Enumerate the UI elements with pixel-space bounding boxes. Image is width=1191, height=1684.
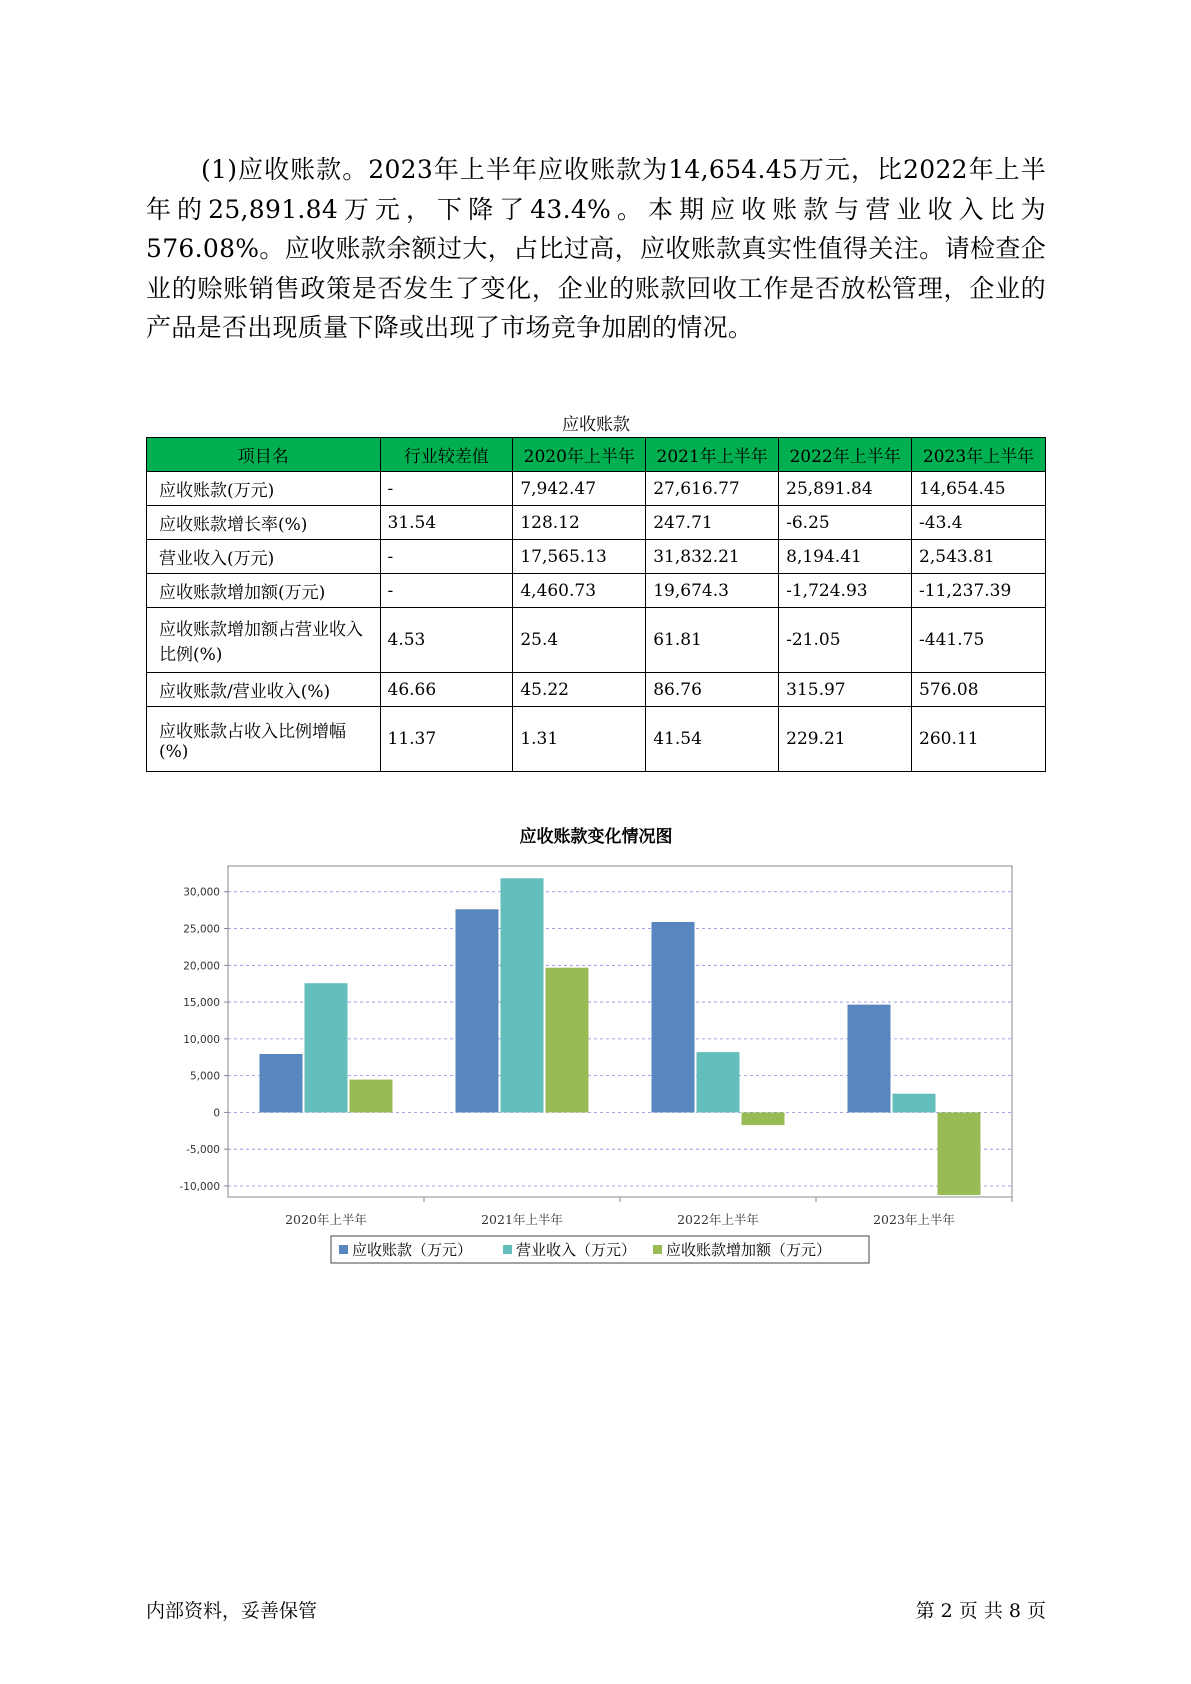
table-cell: 4,460.73	[513, 574, 646, 608]
bar	[260, 1054, 303, 1112]
row-label: 应收账款增长率(%)	[147, 506, 381, 540]
row-label: 应收账款/营业收入(%)	[147, 673, 381, 707]
table-cell: 11.37	[380, 707, 513, 772]
table-cell: 229.21	[779, 707, 912, 772]
table-cell: 27,616.77	[646, 472, 779, 506]
y-tick-label: 10,000	[183, 1033, 220, 1046]
legend-swatch	[653, 1245, 662, 1254]
bar	[456, 909, 499, 1112]
table-cell: 2,543.81	[912, 540, 1046, 574]
table-cell: 4.53	[380, 608, 513, 673]
legend-swatch	[503, 1245, 512, 1254]
table-cell: -6.25	[779, 506, 912, 540]
table-cell: -	[380, 540, 513, 574]
bar	[848, 1005, 891, 1113]
page-number: 第 2 页 共 8 页	[915, 1600, 1046, 1622]
legend-label: 应收账款（万元）	[352, 1241, 473, 1259]
table-cell: 61.81	[646, 608, 779, 673]
y-tick-label: -5,000	[186, 1144, 220, 1157]
bar	[697, 1052, 740, 1112]
bar	[742, 1112, 785, 1125]
header-cell: 2023年上半年	[912, 438, 1046, 472]
footer-note: 内部资料，妥善保管	[146, 1600, 318, 1622]
bar	[546, 968, 589, 1113]
table-cell: 1.31	[513, 707, 646, 772]
table-cell: 128.12	[513, 506, 646, 540]
x-tick-label: 2022年上半年	[677, 1212, 759, 1227]
header-cell: 2022年上半年	[779, 438, 912, 472]
y-tick-label: 25,000	[183, 923, 220, 936]
table-cell: 8,194.41	[779, 540, 912, 574]
header-cell: 行业较差值	[380, 438, 513, 472]
bar	[938, 1112, 981, 1195]
legend-label: 应收账款增加额（万元）	[666, 1241, 832, 1259]
table-cell: -1,724.93	[779, 574, 912, 608]
table-caption: 应收账款	[562, 415, 630, 435]
table-cell: 41.54	[646, 707, 779, 772]
chart-title: 应收账款变化情况图	[519, 827, 673, 847]
row-label: 应收账款增加额(万元)	[147, 574, 381, 608]
table-cell: 31,832.21	[646, 540, 779, 574]
table-cell: -21.05	[779, 608, 912, 673]
header-cell: 项目名	[147, 438, 381, 472]
bar	[893, 1094, 936, 1113]
x-tick-label: 2020年上半年	[285, 1212, 367, 1227]
header-cell: 2020年上半年	[513, 438, 646, 472]
table-cell: -	[380, 574, 513, 608]
y-tick-label: -10,000	[179, 1180, 220, 1193]
bar	[350, 1080, 393, 1113]
y-tick-label: 20,000	[183, 960, 220, 973]
y-tick-label: 0	[213, 1107, 220, 1120]
table-cell: -11,237.39	[912, 574, 1046, 608]
bar	[501, 878, 544, 1112]
bar	[305, 983, 348, 1112]
bar	[652, 922, 695, 1112]
table-cell: 25,891.84	[779, 472, 912, 506]
table-cell: -43.4	[912, 506, 1046, 540]
table-cell: 46.66	[380, 673, 513, 707]
table-cell: 19,674.3	[646, 574, 779, 608]
table-cell: 260.11	[912, 707, 1046, 772]
x-tick-label: 2021年上半年	[481, 1212, 563, 1227]
table-cell: 31.54	[380, 506, 513, 540]
table-cell: 86.76	[646, 673, 779, 707]
table-cell: 14,654.45	[912, 472, 1046, 506]
row-label: 应收账款增加额占营业收入比例(%)	[147, 608, 381, 673]
legend-swatch	[339, 1245, 348, 1254]
header-cell: 2021年上半年	[646, 438, 779, 472]
table-cell: 315.97	[779, 673, 912, 707]
table-cell: 45.22	[513, 673, 646, 707]
table-cell: -441.75	[912, 608, 1046, 673]
table-cell: 576.08	[912, 673, 1046, 707]
table-cell: -	[380, 472, 513, 506]
table-cell: 247.71	[646, 506, 779, 540]
table-cell: 7,942.47	[513, 472, 646, 506]
y-tick-label: 5,000	[189, 1070, 220, 1083]
table-cell: 25.4	[513, 608, 646, 673]
row-label: 营业收入(万元)	[147, 540, 381, 574]
y-tick-label: 15,000	[183, 997, 220, 1010]
x-tick-label: 2023年上半年	[873, 1212, 955, 1227]
row-label: 应收账款占收入比例增幅(%)	[147, 707, 381, 772]
row-label: 应收账款(万元)	[147, 472, 381, 506]
paragraph-text: (1)应收账款。2023年上半年应收账款为14,654.45万元，比2022年上半年的25,891.84万元，下降了43.4%。本期应收账款与营业收入比为576.08%。应收账款余额过大，占比过高，应收账款真实性值得关注。请检查企业的赊账销售政策是否发生了变化，企业的账款回收工作是否放松管理，企业的产品是否出现质量下降或出现了市场竞争加剧的情况。	[146, 155, 1046, 342]
y-tick-label: 30,000	[183, 886, 220, 899]
legend-label: 营业收入（万元）	[516, 1241, 637, 1259]
table-cell: 17,565.13	[513, 540, 646, 574]
